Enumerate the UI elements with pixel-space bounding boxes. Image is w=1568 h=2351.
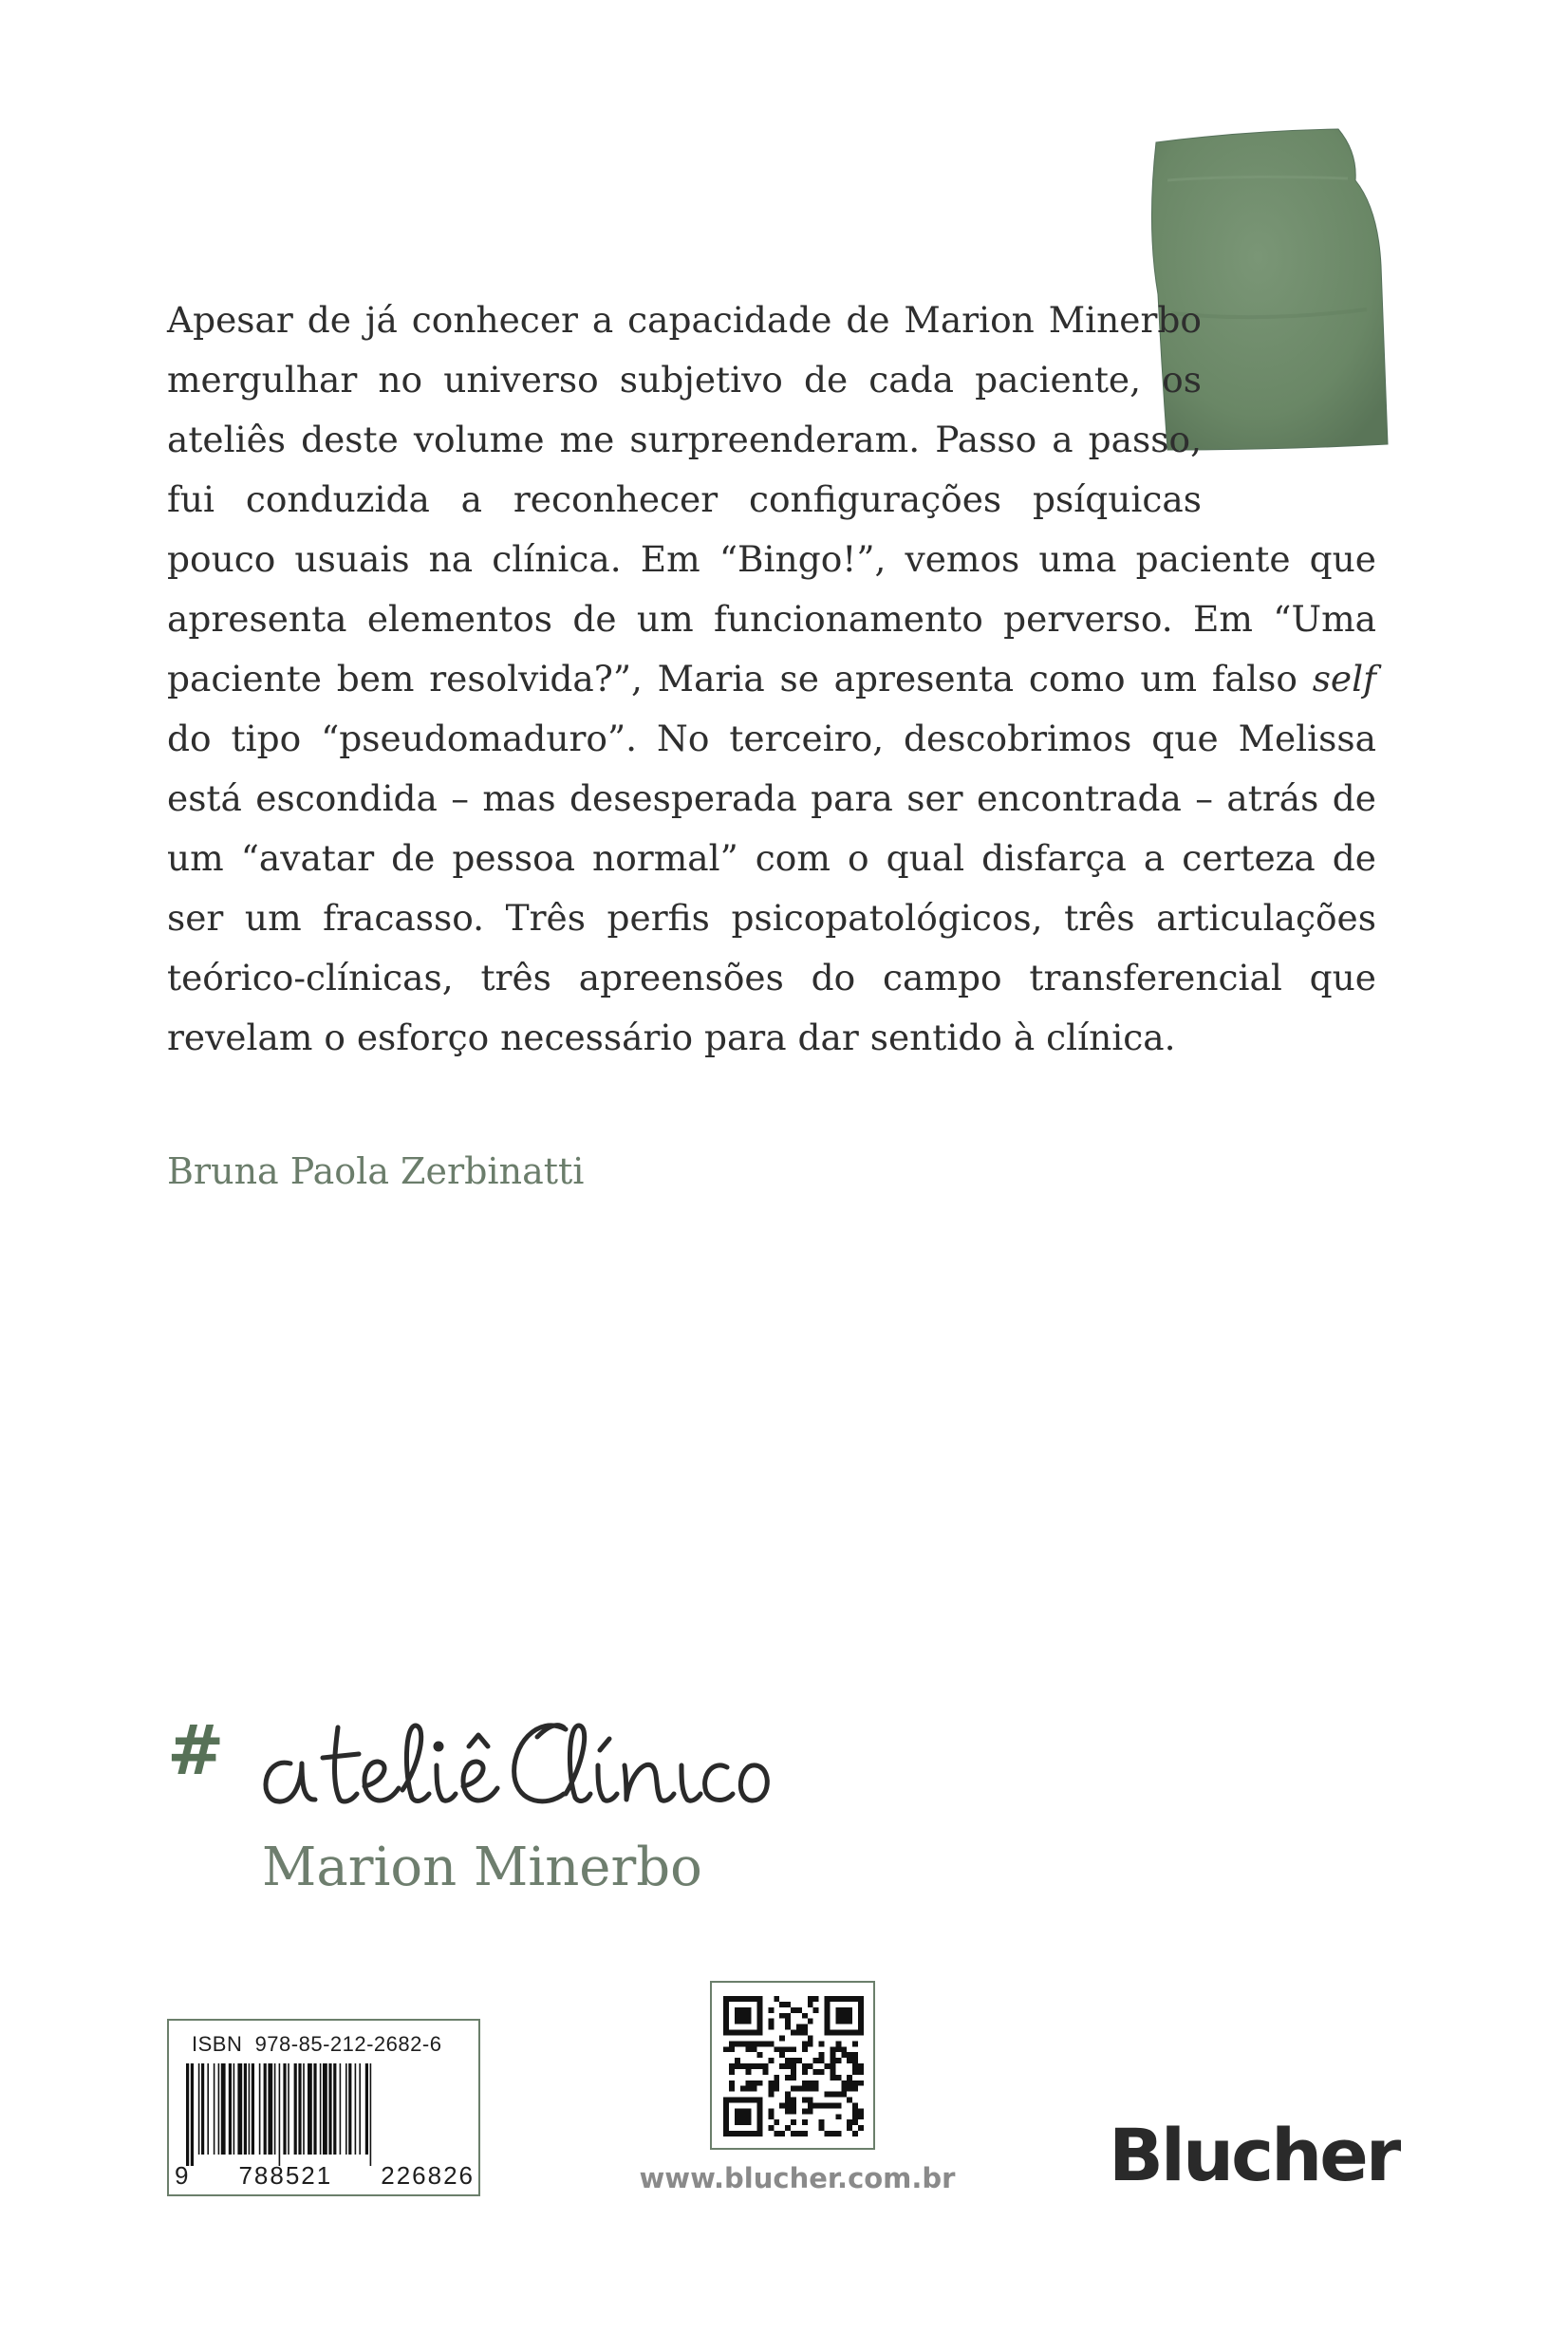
qr-module xyxy=(841,2046,847,2052)
qr-module xyxy=(785,2058,791,2063)
qr-finder xyxy=(757,1996,763,2035)
qr-module xyxy=(841,2052,847,2058)
qr-module xyxy=(835,2058,841,2063)
qr-module xyxy=(819,2119,825,2125)
qr-module xyxy=(785,2108,791,2114)
qr-module xyxy=(835,2046,841,2052)
qr-module xyxy=(735,2058,740,2063)
qr-module xyxy=(746,2063,752,2069)
qr-module xyxy=(830,2063,835,2069)
barcode-bar xyxy=(365,2063,368,2155)
qr-module xyxy=(729,2063,735,2069)
qr-module xyxy=(813,2086,819,2092)
qr-module xyxy=(791,2007,796,2013)
qr-module xyxy=(796,2024,802,2030)
qr-module xyxy=(825,2131,831,2136)
qr-module xyxy=(768,2007,774,2013)
qr-module xyxy=(835,2092,841,2098)
qr-module xyxy=(847,2052,852,2058)
qr-module xyxy=(808,2063,813,2069)
qr-module xyxy=(825,2092,831,2098)
qr-module xyxy=(779,2063,785,2069)
qr-module xyxy=(830,2131,835,2136)
qr-module xyxy=(847,2086,852,2092)
qr-module xyxy=(802,2069,808,2075)
barcode-bar xyxy=(218,2063,220,2155)
qr-module xyxy=(852,2069,858,2075)
blurb-text-part1: Apesar de já conhecer a capacidade de Marion Minerbo mergulhar no universo subjetivo de cada paciente, os ateliês deste volume me surpreenderam. Passo a passo, fui conduzida a reconhecer configurações psíquicas pouco usuais na clínica. Em “Bingo!”, vemos uma paciente que apresenta elementos de um funcionamento perverso. Em “Uma paciente bem resolvida?”, Maria se apresenta como um falso xyxy=(167,299,1376,700)
qr-module xyxy=(746,2069,752,2075)
qr-module xyxy=(813,1996,819,2002)
qr-module xyxy=(819,2102,825,2108)
barcode-bar xyxy=(229,2063,232,2155)
barcode-bar xyxy=(191,2063,194,2166)
barcode-bar xyxy=(264,2063,267,2155)
qr-module xyxy=(847,2098,852,2103)
qr-module xyxy=(819,2041,825,2046)
qr-module xyxy=(774,2046,779,2052)
qr-module xyxy=(774,1996,779,2002)
qr-module xyxy=(835,2114,841,2119)
qr-module xyxy=(752,2063,757,2069)
qr-module xyxy=(830,2052,835,2058)
qr-module xyxy=(785,2013,791,2019)
qr-module xyxy=(752,2080,757,2086)
qr-finder xyxy=(757,2098,763,2136)
qr-module xyxy=(746,2086,752,2092)
qr-module xyxy=(779,2013,785,2019)
qr-module xyxy=(835,2075,841,2080)
barcode-bar xyxy=(328,2063,331,2155)
qr-module xyxy=(852,2114,858,2119)
barcode-bar xyxy=(320,2063,322,2155)
qr-module xyxy=(852,2052,858,2058)
qr-module xyxy=(791,2098,796,2103)
qr-module xyxy=(752,2046,757,2052)
qr-module xyxy=(774,2131,779,2136)
barcode-bar xyxy=(207,2063,209,2155)
blurb-paragraph xyxy=(167,290,1376,1068)
qr-module xyxy=(825,2063,831,2069)
qr-finder xyxy=(735,2007,752,2024)
qr-module xyxy=(791,2086,796,2092)
barcode-bar xyxy=(348,2063,351,2155)
qr-module xyxy=(740,2041,746,2046)
qr-finder xyxy=(723,2131,762,2136)
qr-module xyxy=(813,2080,819,2086)
qr-module xyxy=(802,2108,808,2114)
qr-module xyxy=(808,2002,813,2007)
qr-module xyxy=(808,2041,813,2046)
qr-module xyxy=(729,2080,735,2086)
qr-module xyxy=(768,2114,774,2119)
qr-module xyxy=(835,2102,841,2108)
author-name: Marion Minerbo xyxy=(262,1837,702,1898)
qr-module xyxy=(813,2069,819,2075)
qr-module xyxy=(835,2131,841,2136)
qr-module xyxy=(830,2102,835,2108)
qr-module xyxy=(729,2069,735,2075)
qr-module xyxy=(841,2092,847,2098)
barcode-bar xyxy=(214,2063,215,2155)
qr-module xyxy=(813,2058,819,2063)
qr-module xyxy=(830,2092,835,2098)
qr-module xyxy=(852,2108,858,2114)
barcode-bar xyxy=(298,2063,301,2155)
qr-module xyxy=(802,2013,808,2019)
qr-module xyxy=(768,2125,774,2131)
qr-module xyxy=(779,2046,785,2052)
qr-module xyxy=(768,2058,774,2063)
barcode-bar xyxy=(252,2063,254,2155)
barcode-digit-group-right: 226826 xyxy=(381,2161,475,2190)
barcode-bar xyxy=(323,2063,327,2155)
qr-module xyxy=(802,2041,808,2046)
qr-module xyxy=(735,2041,740,2046)
barcode-digits xyxy=(175,2161,475,2191)
qr-module xyxy=(802,2086,808,2092)
qr-module xyxy=(858,2080,864,2086)
barcode-bar xyxy=(244,2063,247,2155)
qr-module xyxy=(746,2041,752,2046)
qr-module xyxy=(740,2086,746,2092)
qr-module xyxy=(847,2075,852,2080)
qr-module xyxy=(723,2046,729,2052)
qr-code-pattern xyxy=(723,1996,864,2136)
qr-module xyxy=(858,2125,864,2131)
barcode-digit-lead: 9 xyxy=(175,2161,191,2190)
qr-module xyxy=(819,2069,825,2075)
qr-module xyxy=(796,2131,802,2136)
qr-module xyxy=(740,2063,746,2069)
qr-module xyxy=(774,2119,779,2125)
barcode-bar xyxy=(259,2063,261,2155)
qr-finder xyxy=(825,1996,831,2035)
qr-module xyxy=(785,2002,791,2007)
qr-module xyxy=(802,2098,808,2103)
qr-module xyxy=(762,2069,768,2075)
qr-module xyxy=(791,2063,796,2069)
qr-finder xyxy=(723,2030,762,2036)
qr-module xyxy=(830,2058,835,2063)
qr-module xyxy=(808,2102,813,2108)
qr-module xyxy=(819,2125,825,2131)
qr-module xyxy=(830,2046,835,2052)
qr-module xyxy=(785,2024,791,2030)
qr-module xyxy=(858,2108,864,2114)
qr-module xyxy=(858,2114,864,2119)
qr-finder xyxy=(723,2098,762,2103)
qr-module xyxy=(808,2080,813,2086)
qr-module xyxy=(852,2131,858,2136)
qr-module xyxy=(768,2108,774,2114)
qr-module xyxy=(791,2075,796,2080)
qr-module xyxy=(791,2069,796,2075)
qr-module xyxy=(752,2086,757,2092)
qr-module xyxy=(802,2119,808,2125)
qr-module xyxy=(835,2041,841,2046)
qr-module xyxy=(852,2063,858,2069)
barcode-bar xyxy=(303,2063,305,2155)
barcode-bar xyxy=(198,2063,200,2155)
qr-module xyxy=(852,2041,858,2046)
qr-module xyxy=(757,2041,763,2046)
qr-module xyxy=(813,2007,819,2013)
qr-module xyxy=(729,2041,735,2046)
qr-module xyxy=(774,2080,779,2086)
qr-module xyxy=(852,2080,858,2086)
qr-module xyxy=(796,2058,802,2063)
qr-module xyxy=(746,2080,752,2086)
qr-module xyxy=(852,2102,858,2108)
qr-module xyxy=(791,2102,796,2108)
barcode-bar xyxy=(221,2063,226,2155)
qr-module xyxy=(752,2041,757,2046)
qr-module xyxy=(830,2075,835,2080)
qr-module xyxy=(779,2102,785,2108)
qr-module xyxy=(791,2058,796,2063)
qr-module xyxy=(785,2098,791,2103)
qr-module xyxy=(735,2063,740,2069)
barcode-bar xyxy=(279,2063,281,2166)
qr-module xyxy=(785,2063,791,2069)
qr-finder xyxy=(723,2098,729,2136)
qr-module xyxy=(729,2086,735,2092)
qr-module xyxy=(768,2086,774,2092)
qr-module xyxy=(796,2007,802,2013)
barcode-bar xyxy=(340,2063,342,2155)
qr-module xyxy=(852,2086,858,2092)
qr-module xyxy=(768,2019,774,2024)
barcode-bar xyxy=(308,2063,312,2155)
qr-module xyxy=(785,2019,791,2024)
qr-module xyxy=(746,2046,752,2052)
publisher-logo: Blucher xyxy=(1109,2113,1399,2197)
qr-module xyxy=(852,2058,858,2063)
qr-finder xyxy=(825,2030,864,2036)
barcode-bar xyxy=(237,2063,242,2155)
barcode-bar xyxy=(201,2063,204,2155)
reviewer-name: Bruna Paola Zerbinatti xyxy=(167,1150,585,1192)
qr-module xyxy=(858,2069,864,2075)
qr-module xyxy=(768,2041,774,2046)
qr-module xyxy=(757,2080,763,2086)
barcode-bar xyxy=(274,2063,276,2155)
qr-module xyxy=(841,2086,847,2092)
qr-module xyxy=(802,2080,808,2086)
barcode-bar xyxy=(294,2063,297,2155)
qr-module xyxy=(791,2131,796,2136)
qr-finder xyxy=(825,1996,864,2002)
qr-module xyxy=(808,2098,813,2103)
qr-module xyxy=(847,2080,852,2086)
qr-module xyxy=(791,2119,796,2125)
swatch-text-wrap-spacer xyxy=(1202,290,1376,480)
qr-module xyxy=(808,2035,813,2041)
barcode-bar xyxy=(186,2063,189,2166)
qr-module xyxy=(808,2019,813,2024)
qr-module xyxy=(762,2063,768,2069)
qr-module xyxy=(808,1996,813,2002)
qr-finder xyxy=(835,2007,852,2024)
barcode-bar xyxy=(249,2063,251,2155)
qr-module xyxy=(819,2058,825,2063)
qr-module xyxy=(791,2046,796,2052)
qr-module xyxy=(785,2046,791,2052)
qr-module xyxy=(779,2035,785,2041)
barcode-bar xyxy=(233,2063,235,2155)
qr-module xyxy=(768,2080,774,2086)
barcode-bar xyxy=(355,2063,357,2155)
qr-module xyxy=(791,2030,796,2036)
qr-module xyxy=(808,2086,813,2092)
barcode-bar xyxy=(345,2063,347,2155)
qr-module xyxy=(796,2030,802,2036)
qr-module xyxy=(774,2086,779,2092)
barcode-bar xyxy=(359,2063,361,2155)
qr-module xyxy=(819,2052,825,2058)
qr-finder xyxy=(735,2108,752,2125)
qr-module xyxy=(779,2002,785,2007)
isbn-label: ISBN 978-85-212-2682-6 xyxy=(192,2032,442,2056)
qr-module xyxy=(847,2125,852,2131)
barcode-digit-group-left: 788521 xyxy=(238,2161,333,2190)
series-handwritten-title xyxy=(252,1708,784,1813)
qr-module xyxy=(779,2052,785,2058)
barcode-bar xyxy=(370,2063,372,2166)
qr-finder xyxy=(723,1996,729,2035)
qr-module xyxy=(841,2080,847,2086)
series-logo xyxy=(167,1708,831,1851)
qr-module xyxy=(796,2086,802,2092)
barcode-bar xyxy=(288,2063,289,2155)
qr-module xyxy=(757,2063,763,2069)
qr-module xyxy=(779,2131,785,2136)
qr-module xyxy=(768,2092,774,2098)
qr-module xyxy=(802,2030,808,2036)
blurb-text-part2: do tipo “pseudomaduro”. No terceiro, descobrimos que Melissa está escondida – mas desesperada para ser encontrada – atrás de um “avatar de pessoa normal” com o qual disfarça a certeza de ser um fracasso. Três perfis psicopatológicos, três articulações teórico-clínicas, três apreensões do campo transferencial que revelam o esforço necessário para dar sentido à clínica. xyxy=(167,718,1376,1058)
qr-module xyxy=(852,2119,858,2125)
barcode-bars xyxy=(182,2063,467,2166)
qr-module xyxy=(729,2046,735,2052)
qr-code[interactable] xyxy=(710,1981,875,2150)
barcode-bar xyxy=(333,2063,336,2155)
qr-module xyxy=(774,2075,779,2080)
blurb-italic-word: self xyxy=(1312,658,1376,700)
qr-module xyxy=(847,2119,852,2125)
qr-module xyxy=(802,2024,808,2030)
barcode-bar xyxy=(283,2063,286,2155)
qr-module xyxy=(757,2052,763,2058)
qr-module xyxy=(808,2108,813,2114)
qr-module xyxy=(785,2075,791,2080)
qr-module xyxy=(785,2092,791,2098)
series-hash-symbol: # xyxy=(167,1710,225,1790)
qr-module xyxy=(802,2063,808,2069)
qr-module xyxy=(802,2046,808,2052)
isbn-barcode xyxy=(167,2019,480,2196)
website-link[interactable]: www.blucher.com.br xyxy=(639,2162,956,2194)
qr-finder xyxy=(723,1996,762,2002)
qr-module xyxy=(830,2069,835,2075)
qr-module xyxy=(762,2041,768,2046)
qr-module xyxy=(858,2063,864,2069)
qr-module xyxy=(802,2131,808,2136)
qr-module xyxy=(785,2125,791,2131)
qr-finder xyxy=(858,1996,864,2035)
qr-module xyxy=(768,2024,774,2030)
qr-module xyxy=(785,2102,791,2108)
qr-module xyxy=(791,2108,796,2114)
barcode-bar xyxy=(268,2063,272,2155)
barcode-bar xyxy=(313,2063,316,2155)
qr-module xyxy=(813,2102,819,2108)
qr-module xyxy=(825,2102,831,2108)
qr-module xyxy=(847,2058,852,2063)
